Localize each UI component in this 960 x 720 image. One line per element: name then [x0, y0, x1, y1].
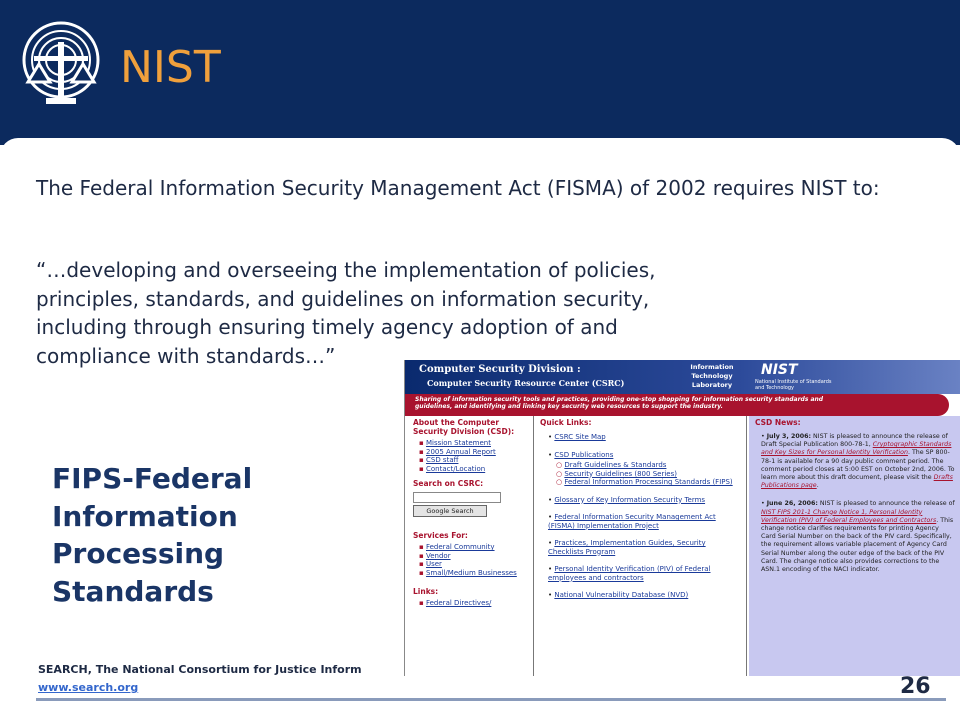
news-text: . The SP 800-78-1 is available for a 90 day public comment period. The comment period closes at 5:00 EST on October 2nd, 2006. To learn more about this draft document, please visit the	[761, 449, 955, 482]
csrc-division-title: Computer Security Division :	[419, 364, 581, 375]
link-fips[interactable]: Federal Information Processing Standards (FIPS)	[564, 478, 733, 486]
links-list	[413, 599, 531, 608]
footer-divider	[36, 698, 946, 701]
news-heading: CSD News:	[755, 418, 801, 427]
footer-website-link[interactable]: www.search.org	[38, 681, 139, 694]
news-text: NIST is pleased to announce the release of Draft Special Publication 800-78-1,	[761, 433, 948, 449]
quick-links-column	[533, 416, 747, 676]
itl-label: Information Technology Laboratory	[690, 363, 734, 389]
link-sp-800-78-1[interactable]: Cryptographic Standards and Key Sizes for Personal Identity Verification	[761, 441, 952, 457]
link-contact[interactable]: Contact/Location	[425, 464, 486, 473]
mission-strip-text: Sharing of information security tools and practices, providing one-stop shopping for information security standards and guidelines, and identifying and linking key security web resources to support the industry.	[415, 396, 824, 410]
slide-title: NIST	[120, 42, 221, 93]
link-csd-publications[interactable]: CSD Publications	[554, 450, 614, 459]
link-small-medium-businesses[interactable]: Small/Medium Businesses	[425, 568, 517, 577]
link-fisma-project[interactable]: Federal Information Security Management Act (FISMA) Implementation Project	[548, 513, 716, 530]
link-site-map[interactable]: CSRC Site Map	[554, 433, 606, 441]
quick-links-list	[540, 433, 740, 600]
link-user[interactable]: User	[425, 560, 442, 568]
csrc-center-title: Computer Security Resource Center (CSRC)	[427, 378, 625, 388]
link-annual-report[interactable]: 2005 Annual Report	[425, 447, 496, 456]
quote-line: “…developing and overseeing the implementation of policies,	[36, 258, 656, 282]
link-practices[interactable]: Practices, Implementation Guides, Security Checklists Program	[548, 539, 706, 556]
news-text: NIST is pleased to announce the release of	[817, 500, 955, 508]
fips-line: FIPS-Federal	[52, 462, 253, 495]
publication-sublinks	[548, 461, 740, 487]
link-piv[interactable]: Personal Identity Verification (PIV) of Federal employees and contractors	[548, 565, 711, 582]
nist-full-name: National Institute of Standards and Technology	[755, 379, 832, 391]
news-item	[755, 500, 955, 574]
link-security-guidelines[interactable]: Security Guidelines (800 Series)	[564, 469, 677, 478]
csrc-search-input[interactable]	[413, 492, 501, 503]
news-date: June 26, 2006:	[766, 500, 818, 508]
links-heading: Links:	[413, 587, 439, 596]
link-federal-community[interactable]: Federal Community	[425, 543, 495, 551]
link-vendor[interactable]: Vendor	[425, 551, 451, 560]
about-heading: About the Computer Security Division (CSD):	[413, 418, 515, 436]
news-text: .	[816, 482, 819, 490]
fips-line: Standards	[52, 574, 214, 608]
news-text: . This change notice clarifies requirements for printing Agency Card Serial Number on the back of the PIV card. Specifically, the requirement allows variable placement of Agency Card Serial Number along the outer edge of the back of the PIV Card. The change notice also provides corrections to the ASN.1 encoding of the NACI indicator.	[761, 516, 954, 574]
news-item	[755, 433, 955, 490]
link-mission-statement[interactable]: Mission Statement	[425, 439, 491, 447]
csrc-website-screenshot	[404, 360, 960, 676]
fips-line: Processing	[52, 537, 225, 570]
quote-line: including through ensuring timely agency adoption of and	[36, 315, 618, 339]
google-search-button[interactable]: Google Search	[413, 505, 487, 517]
search-logo-icon	[20, 20, 102, 110]
search-heading: Search on CSRC:	[413, 479, 484, 488]
link-fips-201-1[interactable]: NIST FIPS 201-1 Change Notice 1, Personal Identity Verification (PIV) of Federal Employees and Contractors	[761, 508, 937, 524]
left-nav-column	[413, 418, 531, 614]
link-glossary[interactable]: Glossary of Key Information Security Terms	[554, 495, 706, 504]
quick-links-heading: Quick Links:	[540, 418, 592, 427]
csd-news-column	[749, 416, 960, 676]
fips-heading	[52, 460, 252, 610]
fips-line: Information	[52, 499, 238, 533]
link-federal-directives[interactable]: Federal Directives/	[425, 599, 492, 607]
nist-logo-text: NIST	[761, 362, 798, 378]
link-drafts-publications[interactable]: Drafts Publications page	[761, 474, 953, 490]
link-draft-guidelines[interactable]: Draft Guidelines & Standards	[564, 461, 667, 469]
fisma-quote	[36, 256, 816, 370]
services-heading: Services For:	[413, 531, 468, 540]
link-csd-staff[interactable]: CSD staff	[425, 456, 459, 464]
page-number: 26	[900, 674, 931, 699]
link-nvd[interactable]: National Vulnerability Database (NVD)	[554, 591, 689, 599]
quote-line: principles, standards, and guidelines on information security,	[36, 286, 650, 311]
about-links	[413, 439, 531, 473]
intro-text: The Federal Information Security Management Act (FISMA) of 2002 requires NIST to:	[36, 176, 880, 200]
services-links	[413, 543, 531, 577]
quote-line: compliance with standards…”	[36, 343, 336, 368]
footer-organization: SEARCH, The National Consortium for Justice Inform	[38, 663, 362, 676]
news-date: July 3, 2006:	[766, 433, 812, 440]
